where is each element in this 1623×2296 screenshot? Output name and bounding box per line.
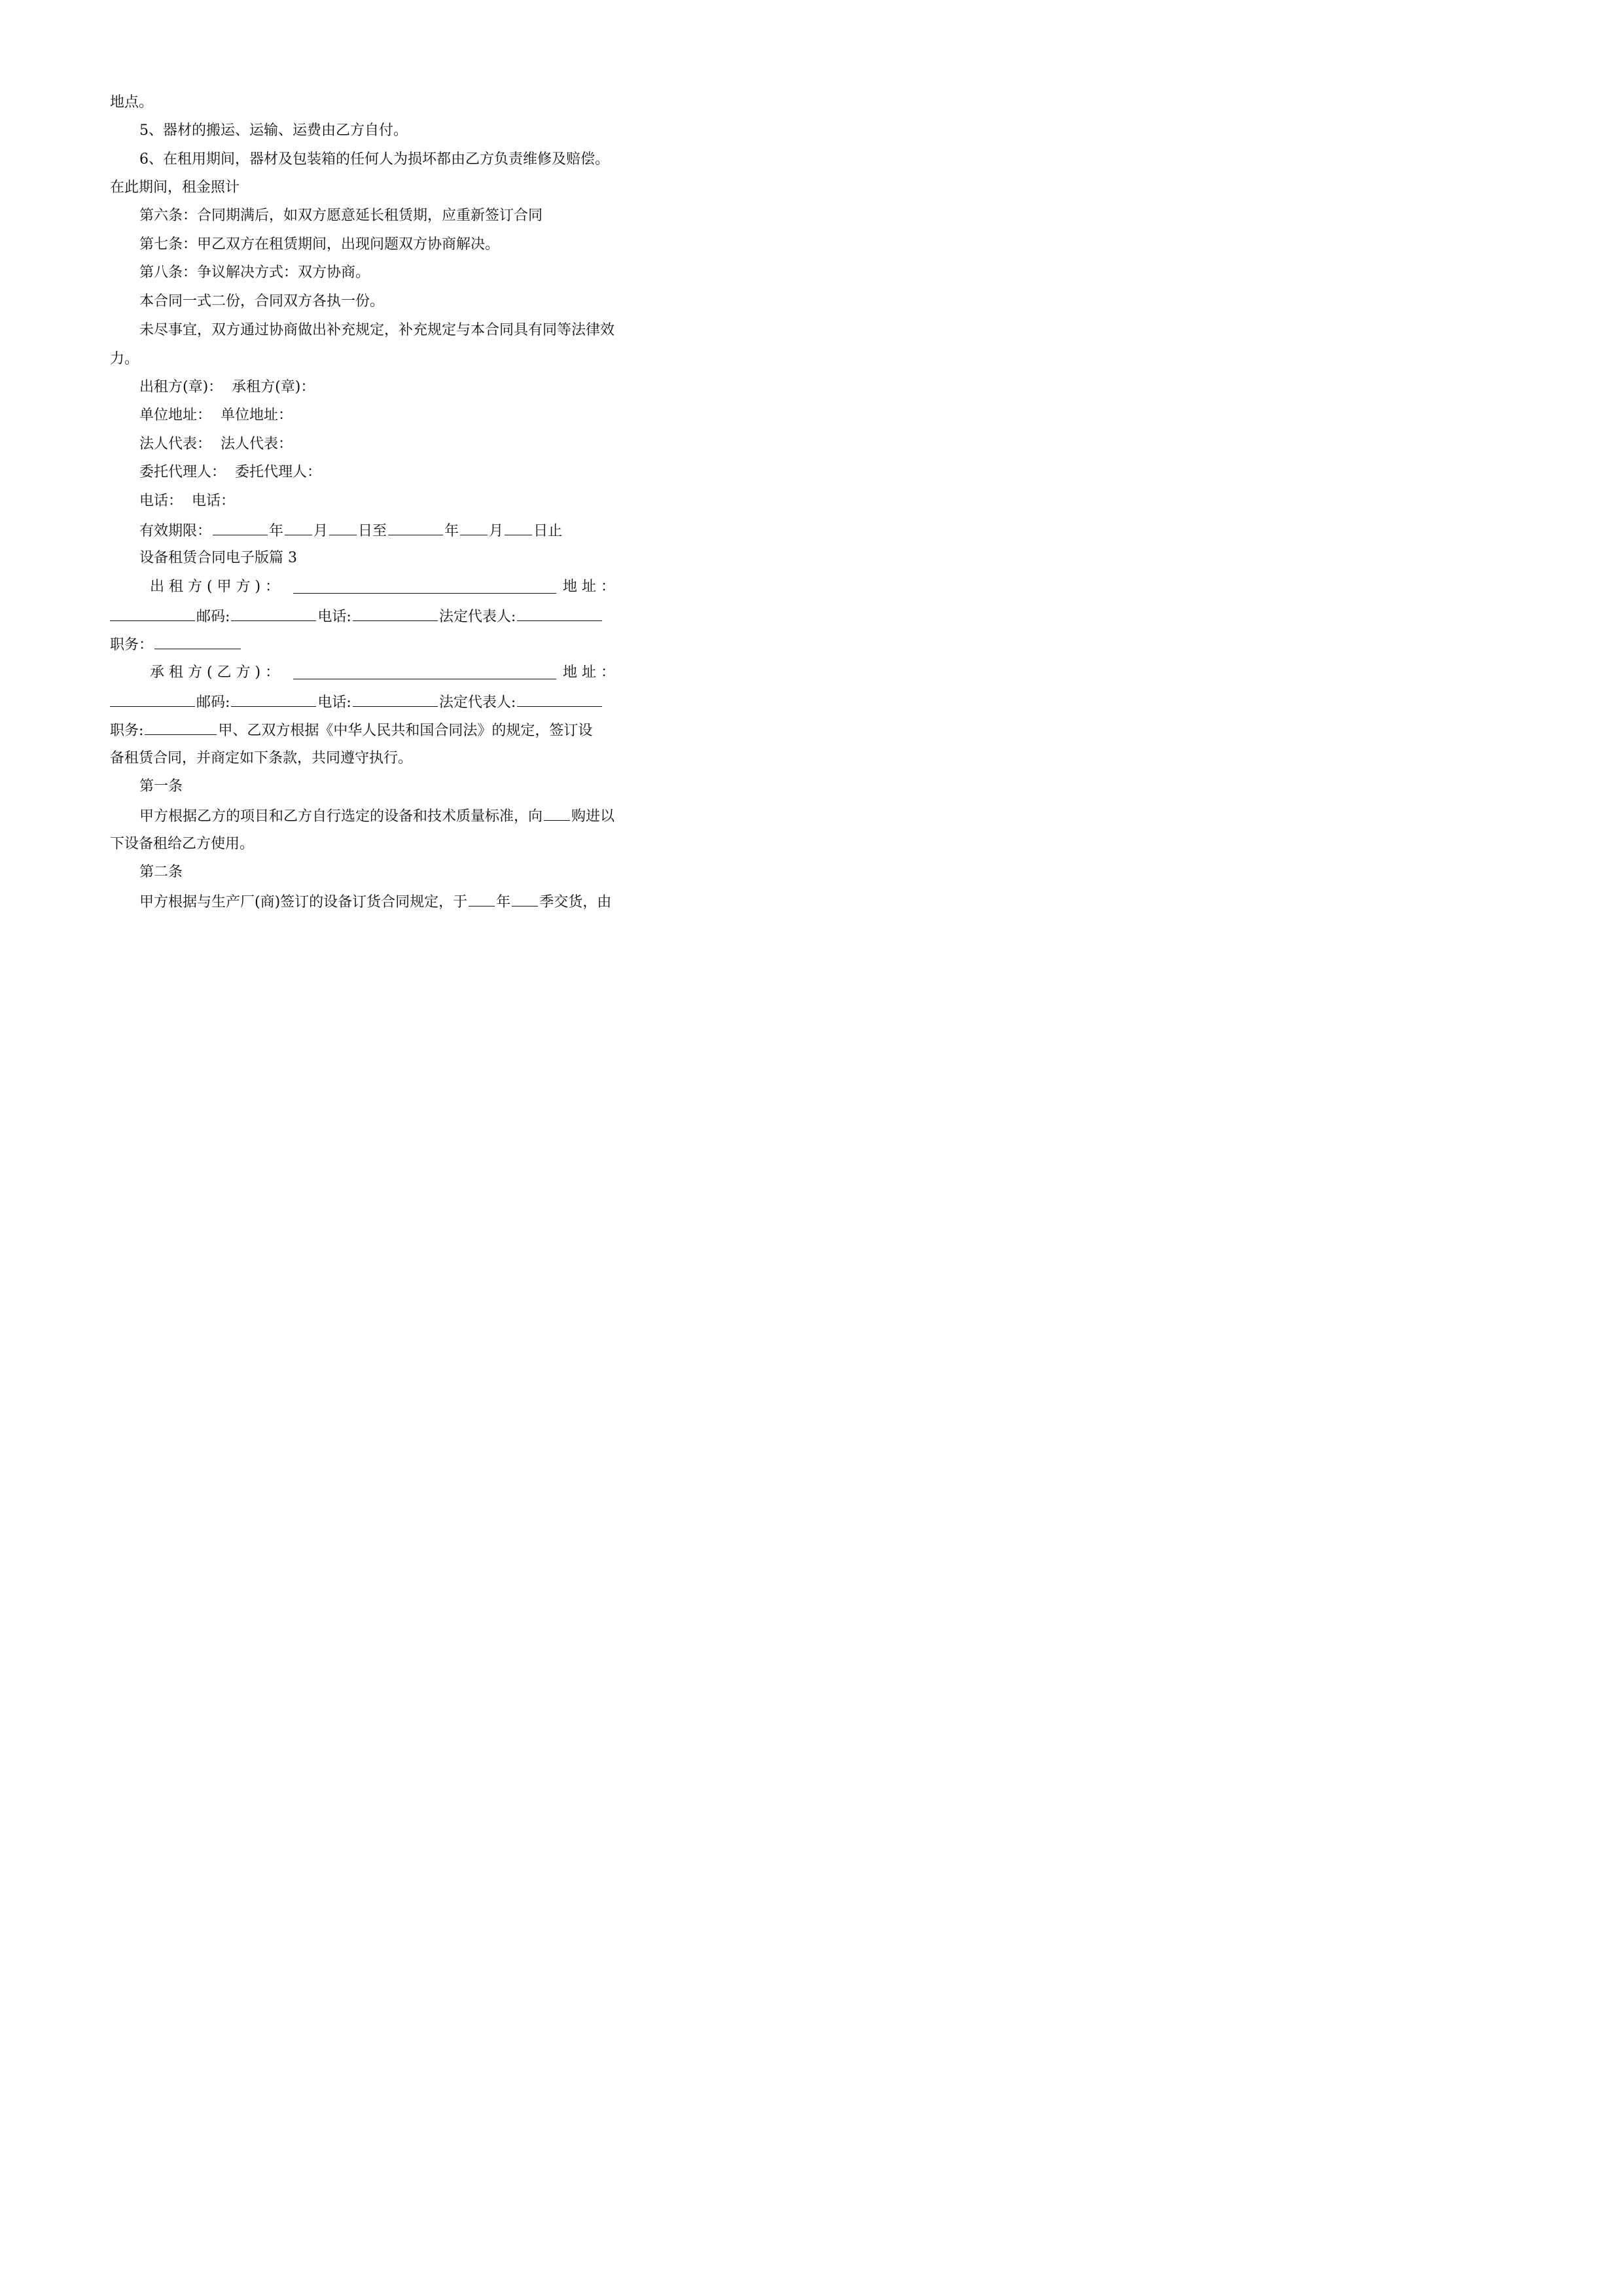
validity-month2: 月 — [489, 523, 504, 539]
article-2-text-part: 季交货，由 — [539, 894, 612, 910]
article-6: 第六条：合同期满后，如双方愿意延长租赁期，应重新签订合同 — [139, 207, 543, 224]
article-2-text-part: 甲方根据与生产厂(商)签订的设备订货合同规定，于 — [139, 894, 468, 910]
address-field[interactable] — [110, 692, 195, 707]
article-1-heading: 第一条 — [139, 778, 183, 795]
validity-month: 月 — [313, 523, 329, 539]
preamble-cont: 备租赁合同，并商定如下条款，共同遵守执行。 — [110, 750, 413, 766]
clause-5: 5、器材的搬运、运输、运费由乙方自付。 — [139, 122, 408, 139]
article-8: 第八条：争议解决方式：双方协商。 — [139, 264, 370, 281]
supplement-clause: 未尽事宜，双方通过协商做出补充规定，补充规定与本合同具有同等法律效 — [139, 322, 615, 338]
preamble-text: 甲、乙双方根据《中华人民共和国合同法》的规定，签订设 — [218, 723, 593, 739]
supplier-field[interactable] — [544, 806, 570, 821]
blank-field[interactable] — [329, 520, 357, 535]
signature-address-line: 单位地址： 单位地址： — [139, 407, 293, 423]
blank-field[interactable] — [285, 520, 312, 535]
year-field[interactable] — [469, 891, 495, 906]
party-b-position-line — [110, 720, 592, 740]
party-a-contact-row — [110, 606, 616, 626]
supplement-clause-cont: 力。 — [110, 351, 139, 367]
position-field[interactable] — [154, 634, 241, 649]
position-label: 职务： — [110, 637, 154, 653]
blank-field[interactable] — [388, 520, 443, 535]
article-2-text — [139, 891, 611, 911]
party-a-address-label: 地 址 ： — [563, 579, 615, 595]
signature-legal-rep-line: 法人代表： 法人代表： — [139, 436, 293, 452]
article-7: 第七条：甲乙双方在租赁期间，出现问题双方协商解决。 — [139, 236, 500, 253]
legal-rep-field[interactable] — [517, 606, 602, 621]
address-field[interactable] — [110, 606, 195, 621]
legal-rep-label: 法定代表人: — [438, 609, 516, 625]
section-heading: 设备租赁合同电子版篇 3 — [139, 550, 297, 566]
phone-field[interactable] — [353, 692, 438, 707]
paragraph-line: 地点。 — [110, 94, 154, 111]
signature-phone-line: 电话： 电话： — [139, 493, 235, 509]
postcode-field[interactable] — [231, 692, 316, 707]
document-page — [0, 0, 725, 1026]
party-a-position-line — [110, 634, 242, 654]
phone-label: 电话: — [317, 694, 351, 711]
article-2-heading: 第二条 — [139, 864, 183, 880]
postcode-label: 邮码: — [196, 609, 230, 625]
postcode-field[interactable] — [231, 606, 316, 621]
party-a-name-field[interactable] — [293, 577, 556, 594]
article-1-text-part: 购进以 — [571, 808, 615, 825]
party-b-contact-row — [110, 692, 616, 711]
signature-agent-line: 委托代理人： 委托代理人： — [139, 464, 321, 480]
validity-year: 年 — [269, 523, 284, 539]
article-1-text-part: 甲方根据乙方的项目和乙方自行选定的设备和技术质量标准，向 — [139, 808, 543, 825]
party-b-name-field[interactable] — [293, 663, 556, 679]
position-label: 职务: — [110, 723, 144, 739]
party-b-label: 承 租 方 ( 乙 方 ) ： — [150, 664, 280, 681]
signature-seal-line: 出租方(章)： 承租方(章)： — [139, 379, 315, 395]
article-2-text-part: 年 — [496, 894, 511, 910]
blank-field[interactable] — [505, 520, 532, 535]
phone-field[interactable] — [353, 606, 438, 621]
validity-label: 有效期限： — [139, 523, 212, 539]
validity-year2: 年 — [444, 523, 459, 539]
copies-clause: 本合同一式二份，合同双方各执一份。 — [139, 293, 385, 310]
party-b-address-label: 地 址 ： — [563, 664, 615, 681]
validity-day-end: 日止 — [533, 523, 563, 539]
position-field[interactable] — [145, 720, 217, 735]
postcode-label: 邮码: — [196, 694, 230, 711]
clause-6-cont: 在此期间，租金照计 — [110, 179, 240, 196]
validity-day-to: 日至 — [358, 523, 387, 539]
quarter-field[interactable] — [512, 891, 538, 906]
legal-rep-field[interactable] — [517, 692, 602, 707]
party-a-label: 出 租 方 ( 甲 方 ) ： — [150, 579, 280, 595]
article-1-text — [139, 806, 615, 825]
phone-label: 电话: — [317, 609, 351, 625]
clause-6: 6、在租用期间，器材及包装箱的任何人为损坏都由乙方负责维修及赔偿。 — [139, 151, 609, 168]
blank-field[interactable] — [460, 520, 488, 535]
legal-rep-label: 法定代表人: — [438, 694, 516, 711]
article-1-cont: 下设备租给乙方使用。 — [110, 836, 255, 852]
validity-line — [139, 520, 562, 540]
blank-field[interactable] — [213, 520, 268, 535]
